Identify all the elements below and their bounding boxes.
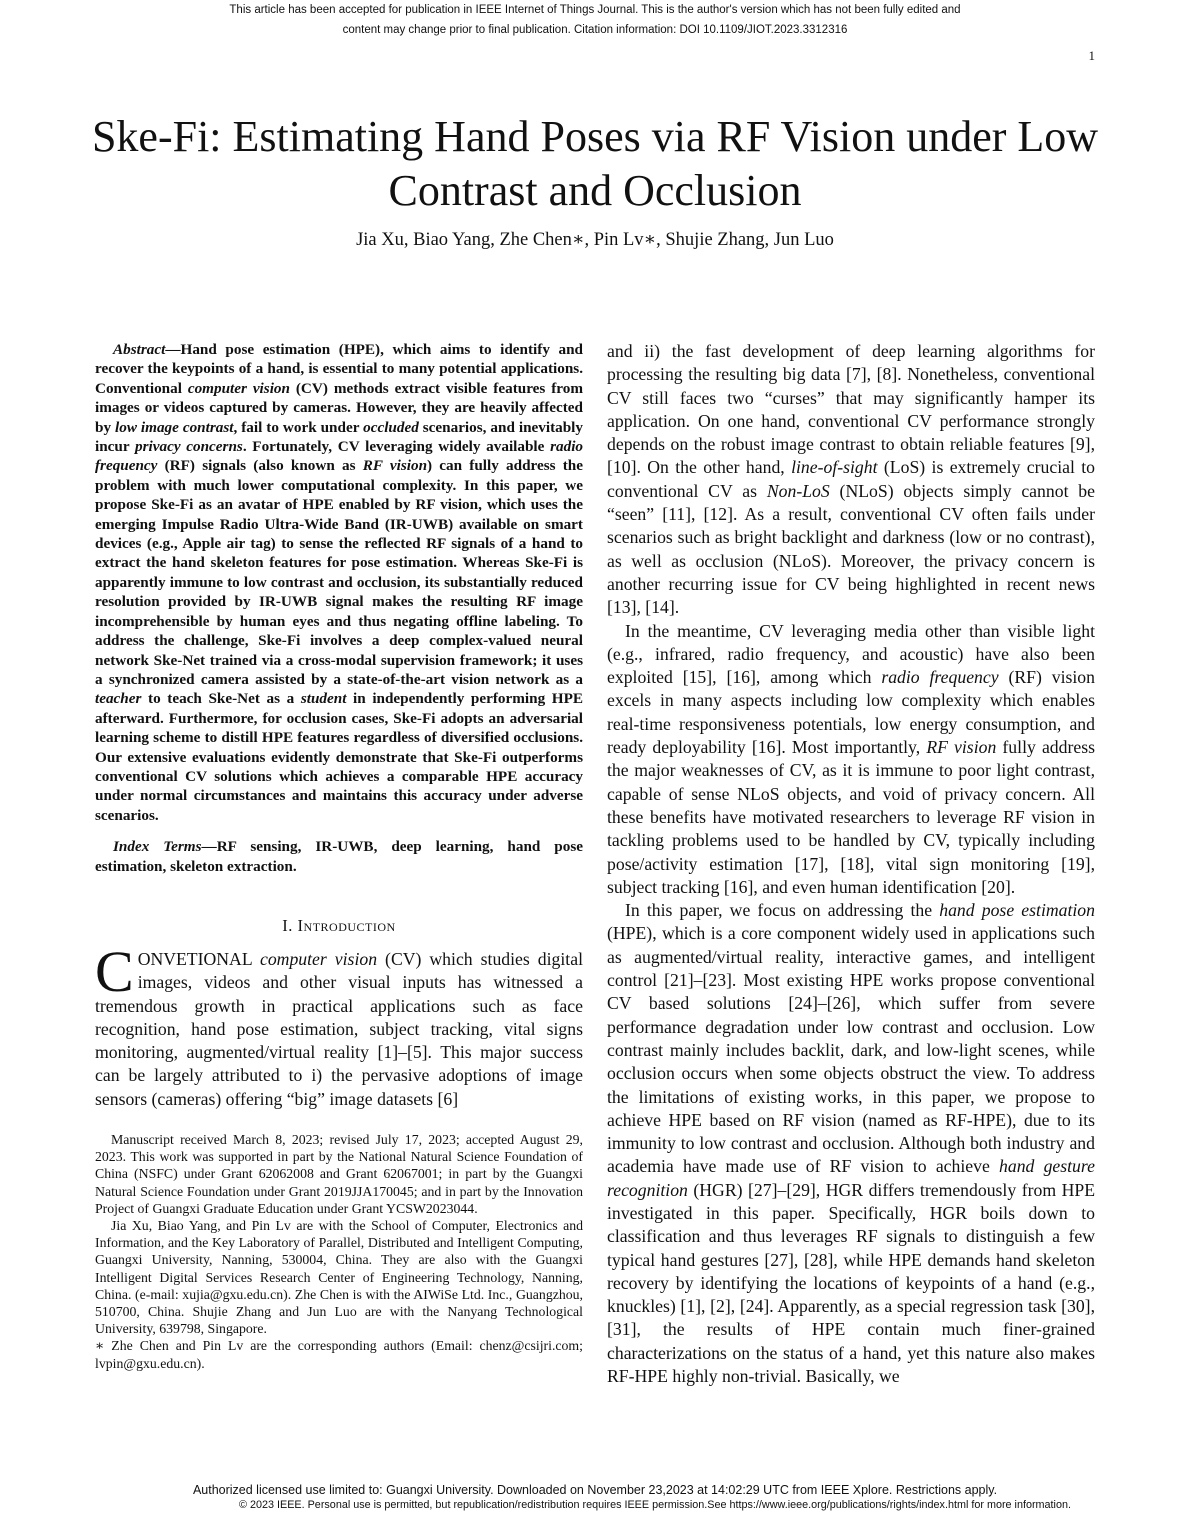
right-column <box>607 340 1095 1388</box>
abstract-emphasis: low image contrast <box>115 418 234 436</box>
drop-cap: C <box>95 938 134 1004</box>
banner-line-1: This article has been accepted for publication in IEEE Internet of Things Journal. This is the author's version which has not been fully edited and <box>229 4 961 16</box>
abstract-emphasis: privacy concerns <box>135 438 243 456</box>
paper-title: Ske-Fi: Estimating Hand Poses via RF Vision under Low Contrast and Occlusion <box>91 112 1099 215</box>
intro-paragraph-4 <box>607 899 1095 1388</box>
abstract-label: Abstract <box>113 341 166 358</box>
author-list: Jia Xu, Biao Yang, Zhe Chen∗, Pin Lv∗, Shujie Zhang, Jun Luo <box>356 230 834 250</box>
body-text: (RF) vision excels in many aspects including low complexity which enables real-time responsiveness potentials, low energy consumption, and ready deployability [16]. Most importantly, <box>607 667 1095 758</box>
abstract-text: in independently performing HPE afterward. Furthermore, for occlusion cases, Ske-Fi adopts an adversarial learning scheme to distill HPE features regardless of diversified occlusions. Our extensive evaluations evidently demonstrate that Ske-Fi outperforms conventional CV solutions which achieves a comparable HPE accuracy under normal circumstances and maintains this accuracy under adverse scenarios. <box>95 690 583 824</box>
index-terms-text: —RF sensing, IR-UWB, deep learning, hand pose estimation, skeleton extraction. <box>95 838 583 875</box>
body-emphasis: radio frequency <box>881 667 999 688</box>
body-emphasis: Non-LoS <box>766 480 830 501</box>
abstract-emphasis: occluded <box>363 418 419 436</box>
abstract-text: —Hand pose estimation (HPE), which aims to identify and recover the keypoints of a hand, is essential to many potential applications. Conventional <box>95 341 583 397</box>
index-terms <box>95 837 583 876</box>
footnote-affiliations: Jia Xu, Biao Yang, and Pin Lv are with the School of Computer, Electronics and Information, and the Key Laboratory of Parallel, Distributed and Intelligent Computing, Guangxi University, Nanning, 530004, China. They are also with the Guangxi Intelligent Digital Services Research Center of Engineering Technology, Nanning, China. (e-mail: xujia@gxu.edu.cn). Zhe Chen is with the AIWiSe Ltd. Inc., Guangzhou, 510700, China. Shujie Zhang and Jun Luo are with the Nanyang Technological University, 639798, Singapore. <box>95 1218 583 1337</box>
body-text: ONVETIONAL <box>137 948 260 969</box>
abstract-text: (RF) signals (also known as <box>157 457 363 475</box>
body-text: and ii) the fast development of deep learning algorithms for processing the resulting big data [7], [8]. Nonetheless, conventional CV still faces two “curses” that may significantly hamper its application. On one hand, conventional CV performance strongly depends on the robust image contrast to obtain reliable features [9], [10]. On the other hand, <box>607 341 1095 478</box>
abstract-text: . Fortunately, CV leveraging widely available <box>242 438 551 456</box>
body-text: fully address the major weaknesses of CV, as it is immune to poor light contrast, capable of sense NLoS objects, and void of privacy concern. All these benefits have motivated researchers to leverage RF vision in tackling problems used to be handled by CV, typically including pose/activity estimation [17], [18], vital sign monitoring [19], subject tracking [16], and even human identification [20]. <box>607 737 1095 897</box>
page-number: 1 <box>1088 48 1095 63</box>
section-number: I. <box>282 915 298 935</box>
copyright-notice: © 2023 IEEE. Personal use is permitted, but republication/redistribution requires IEEE permission.See https://www.ieee.org/publications/rights/index.html for more information. <box>239 1499 1071 1511</box>
abstract-emphasis: student <box>300 690 347 708</box>
body-emphasis: RF vision <box>926 737 997 758</box>
body-text: (CV) which studies digital images, videos and other visual inputs has witnessed a tremendous growth in practical applications such as face recognition, hand pose estimation, subject tracking, vital signs monitoring, augmented/virtual reality [1]–[5]. This major success can be largely attributed to i) the pervasive adoptions of image sensors (cameras) offering “big” image datasets [6] <box>95 948 583 1109</box>
abstract-text: , fail to work under <box>233 418 364 436</box>
abstract-text: (CV) methods extract visible features from images or videos captured by cameras. However, they are heavily affected by <box>95 379 583 436</box>
abstract-text: scenarios, and inevitably incur <box>95 418 583 456</box>
banner-line-2: content may change prior to final publication. Citation information: DOI 10.1109/JIOT.2023.3312316 <box>342 24 848 36</box>
footnote-manuscript: Manuscript received March 8, 2023; revised July 17, 2023; accepted August 29, 2023. This work was supported in part by the National Natural Science Foundation of China (NSFC) under Grant 62062008 and Grant 62067001; in part by the Guangxi Natural Science Foundation under Grant 2019JJA170045; and in part by the Innovation Project of Guangxi Graduate Education under Grant YCSW2023044. <box>95 1132 583 1216</box>
body-text: (LoS) is extremely crucial to conventional CV as <box>607 457 1096 501</box>
index-terms-label: Index Terms <box>113 838 202 856</box>
intro-paragraph-1 <box>95 938 583 1111</box>
abstract-emphasis: RF vision <box>362 457 428 475</box>
body-text: (NLoS) objects simply cannot be “seen” [11], [12]. As a result, conventional CV often fails under scenarios such as bright backlight and darkness (low or no contrast), as well as occlusion (NLoS). Moreover, the privacy concern is another recurring issue for CV being highlighted in recent news [13], [14]. <box>607 480 1096 618</box>
body-emphasis: hand pose estimation <box>939 900 1095 921</box>
abstract-emphasis: teacher <box>95 690 142 708</box>
footnotes <box>95 1131 583 1372</box>
body-text: In the meantime, CV leveraging media other than visible light (e.g., infrared, radio frequency, and acoustic) have also been exploited [15], [16], among which <box>607 620 1095 688</box>
body-text: (HGR) [27]–[29], HGR differs tremendously from HPE investigated in this paper. Specifically, HGR boils down to classification and thus leverages RF signals to distinguish a few typical hand gestures [27], [28], while HPE demands hand skeleton recovery by identifying the locations of keypoints of a hand (e.g., knuckles) [1], [2], [24]. Apparently, as a special regression task [30], [31], the results of HPE contain much finer-grained characterizations on the status of a hand, yet this nature also makes RF-HPE highly non-trivial. Basically, we <box>607 1179 1095 1387</box>
abstract-emphasis: radio frequency <box>95 438 584 475</box>
section-heading-introduction <box>95 916 583 936</box>
section-title: Introduction <box>297 915 396 935</box>
footnote-corresponding: ∗ Zhe Chen and Pin Lv are the corresponding authors (Email: chenz@csijri.com; lvpin@gxu.edu.cn). <box>95 1338 583 1371</box>
intro-paragraph-3 <box>607 620 1095 900</box>
abstract-text: ) can fully address the problem with much lower computational complexity. In this paper, we propose Ske-Fi as an avatar of HPE enabled by RF vision, which uses the emerging Impulse Radio Ultra-Wide Band (IR-UWB) available on smart devices (e.g., Apple air tag) to sense the reflected RF signals of a hand to extract the hand skeleton features for pose estimation. Whereas Ske-Fi is apparently immune to low contrast and occlusion, its substantially reduced resolution provided by IR-UWB signal makes the resulting RF image incomprehensible by human eyes and thus negating offline labeling. To address the challenge, Ske-Fi involves a deep complex-valued neural network Ske-Net trained via a cross-modal supervision framework; it uses a synchronized camera assisted by a state-of-the-art vision network as a <box>95 457 583 688</box>
publication-banner <box>0 0 1190 40</box>
body-text: In this paper, we focus on addressing the <box>625 900 940 921</box>
abstract <box>95 340 583 825</box>
body-emphasis: computer vision <box>259 948 378 969</box>
body-emphasis: hand gesture recognition <box>607 1156 1095 1200</box>
abstract-emphasis: computer vision <box>187 379 290 397</box>
body-emphasis: line-of-sight <box>791 457 878 478</box>
abstract-text: to teach Ske-Net as a <box>141 690 301 708</box>
intro-paragraph-2 <box>607 340 1095 620</box>
body-text: (HPE), which is a core component widely used in applications such as augmented/virtual reality, interactive games, and intelligent control [21]–[23]. Most existing HPE works propose conventional CV based solutions [24]–[26], which suffer from severe performance degradation under low contrast and occlusion. Low contrast mainly includes backlit, dark, and low-light scenes, while occlusion occurs when some objects obstruct the view. To address the limitations of existing works, in this paper, we propose to achieve HPE based on RF vision (named as RF-HPE), due to its immunity to low contrast and occlusion. Although both industry and academia have made use of RF vision to achieve <box>607 923 1095 1177</box>
license-notice: Authorized licensed use limited to: Guangxi University. Downloaded on November 23,2023 at 14:02:29 UTC from IEEE Xplore. Restrictions apply. <box>192 1483 998 1497</box>
left-column <box>95 340 583 1372</box>
